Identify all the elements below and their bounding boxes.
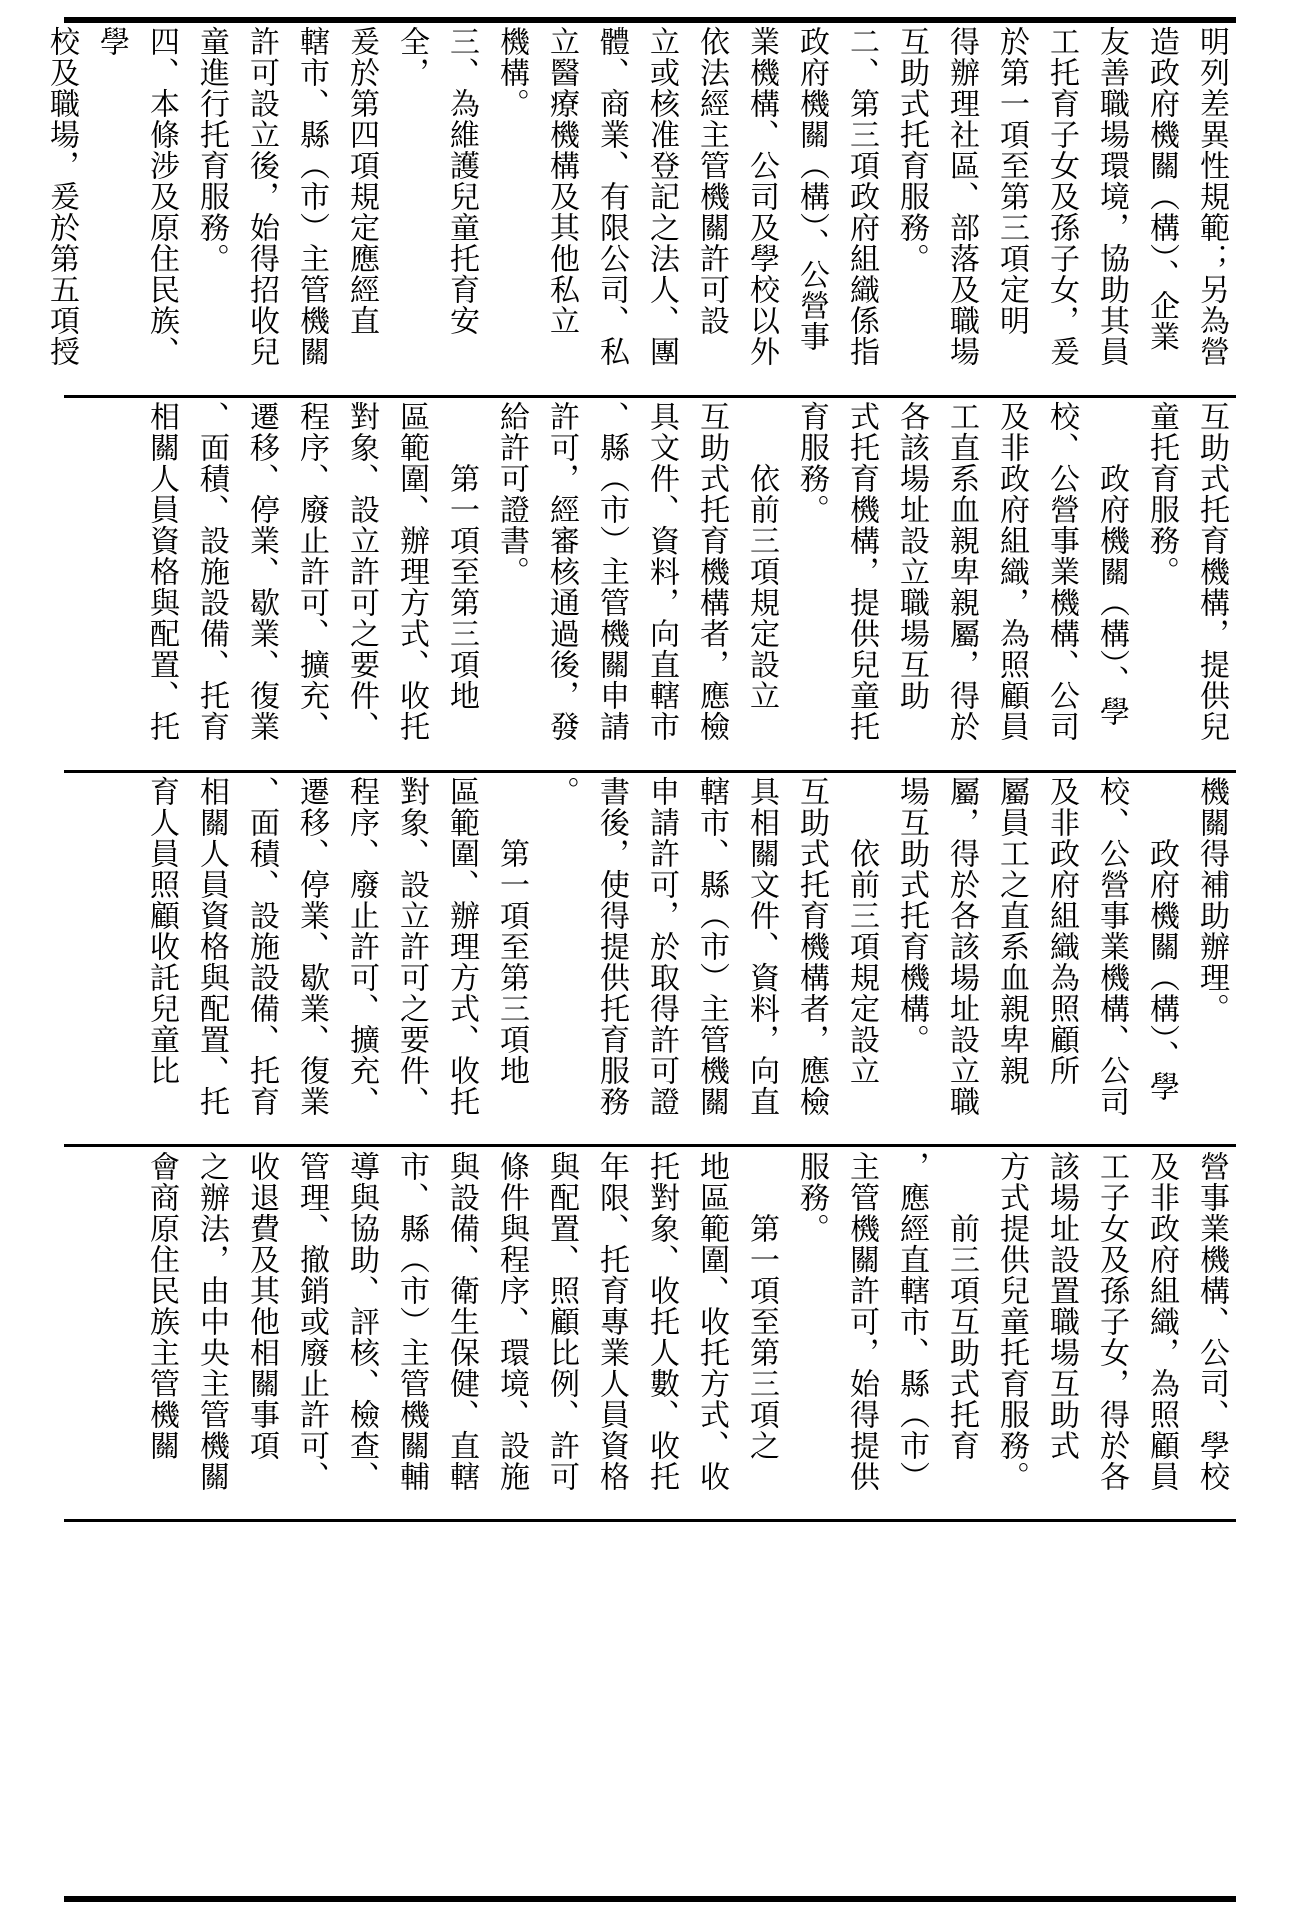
text-line: 管理、撤銷或廢止許可、 bbox=[294, 1151, 329, 1492]
text-line: 政府機關（構）、公營事 bbox=[794, 26, 829, 352]
text-line: 導與協助、評核、檢查、 bbox=[344, 1151, 379, 1492]
text-line: 第一項至第三項地 bbox=[494, 776, 529, 1086]
text-line: 地區範圍、收托方式、收 bbox=[694, 1151, 729, 1492]
text-line: 造政府機關（構）、企業 bbox=[1144, 26, 1179, 352]
band-2-text bbox=[136, 401, 1236, 742]
text-line: 具文件、資料，向直轄市 bbox=[644, 401, 679, 742]
text-line: 爰於第四項規定應經直 bbox=[344, 26, 379, 336]
text-line: 市、縣（市）主管機關輔 bbox=[394, 1151, 429, 1492]
text-line: 。 bbox=[544, 776, 579, 807]
text-line: 及非政府組織，為照顧員 bbox=[994, 401, 1029, 742]
text-line: 方式提供兒童托育服務。 bbox=[994, 1151, 1029, 1492]
text-line: 場互助式托育機構。 bbox=[894, 776, 929, 1055]
text-line: 校及職場，爰於第五項授 bbox=[44, 26, 79, 367]
text-line: 得辦理社區、部落及職場 bbox=[944, 26, 979, 367]
text-line: 互助式托育機構者，應檢 bbox=[694, 401, 729, 742]
text-line: 與配置、照顧比例、許可 bbox=[544, 1151, 579, 1492]
text-line: 明列差異性規範；另為營 bbox=[1194, 26, 1229, 367]
text-line: 機關得補助辦理。 bbox=[1194, 776, 1229, 1024]
text-line: 區範圍、辦理方式、收托 bbox=[394, 401, 429, 742]
text-band-3 bbox=[64, 776, 1236, 1142]
text-line: ，應經直轄市、縣（市） bbox=[894, 1151, 929, 1492]
text-line: 依法經主管機關許可設 bbox=[694, 26, 729, 336]
text-line: 體、商業、有限公司、私 bbox=[594, 26, 629, 367]
text-line: 屬員工之直系血親卑親 bbox=[994, 776, 1029, 1086]
text-line: 校、公營事業機構、公司 bbox=[1094, 776, 1129, 1117]
text-line: 給許可證書。 bbox=[494, 401, 529, 587]
text-line: 托對象、收托人數、收托 bbox=[644, 1151, 679, 1492]
band-separator-1 bbox=[64, 395, 1236, 398]
text-line: 收退費及其他相關事項 bbox=[244, 1151, 279, 1461]
text-line: 、縣（市）主管機關申請 bbox=[594, 401, 629, 742]
text-line: 育人員照顧收託兒童比 bbox=[144, 776, 179, 1086]
text-line: 第一項至第三項地 bbox=[444, 401, 479, 711]
text-line: 之辦法，由中央主管機關 bbox=[194, 1151, 229, 1492]
text-line: 年限、托育專業人員資格 bbox=[594, 1151, 629, 1492]
text-line: 與設備、衛生保健、直轄 bbox=[444, 1151, 479, 1492]
band-separator-3 bbox=[64, 1144, 1236, 1147]
text-line: 業機構、公司及學校以外 bbox=[744, 26, 779, 367]
text-band-2 bbox=[64, 401, 1236, 767]
text-line: 依前三項規定設立 bbox=[744, 401, 779, 711]
text-line: 工子女及孫子女，得於各 bbox=[1094, 1151, 1129, 1492]
text-line: 各該場址設立職場互助 bbox=[894, 401, 929, 711]
text-line: 童托育服務。 bbox=[1144, 401, 1179, 587]
band-4-text bbox=[136, 1151, 1236, 1492]
text-line: 式托育機構，提供兒童托 bbox=[844, 401, 879, 742]
text-line: 育服務。 bbox=[794, 401, 829, 525]
text-line: 屬，得於各該場址設立職 bbox=[944, 776, 979, 1117]
text-line: 校、公營事業機構、公司 bbox=[1044, 401, 1079, 742]
text-line: 前三項互助式托育 bbox=[944, 1151, 979, 1461]
text-line: 轄市、縣（市）主管機關 bbox=[294, 26, 329, 367]
text-line: 、面積、設施設備、托育 bbox=[194, 401, 229, 742]
text-line: 互助式托育服務。 bbox=[894, 26, 929, 274]
text-line: 相關人員資格與配置、托 bbox=[194, 776, 229, 1117]
text-line: 許可設立後，始得招收兒 bbox=[244, 26, 279, 367]
text-line: 相關人員資格與配置、托 bbox=[144, 401, 179, 742]
text-line: 依前三項規定設立 bbox=[844, 776, 879, 1086]
text-line: 三、為維護兒童托育安全， bbox=[394, 26, 479, 336]
text-line: 主管機關許可，始得提供 bbox=[844, 1151, 879, 1492]
text-line: 程序、廢止許可、擴充、 bbox=[294, 401, 329, 742]
text-line: 該場址設置職場互助式 bbox=[1044, 1151, 1079, 1461]
text-line: 區範圍、辦理方式、收托 bbox=[444, 776, 479, 1117]
text-line: 第一項至第三項之 bbox=[744, 1151, 779, 1461]
text-line: 程序、廢止許可、擴充、 bbox=[344, 776, 379, 1117]
text-line: 二、第三項政府組織係指 bbox=[844, 26, 879, 367]
text-line: 立醫療機構及其他私立 bbox=[544, 26, 579, 336]
band-1-text bbox=[36, 26, 1236, 392]
text-line: 友善職場環境，協助其員 bbox=[1094, 26, 1129, 367]
bottom-rule bbox=[64, 1896, 1236, 1902]
text-line: 遷移、停業、歇業、復業 bbox=[294, 776, 329, 1117]
band-separator-2 bbox=[64, 770, 1236, 773]
text-line: 申請許可，於取得許可證 bbox=[644, 776, 679, 1117]
text-line: 政府機關（構）、學 bbox=[1144, 776, 1179, 1102]
text-line: 轄市、縣（市）主管機關 bbox=[694, 776, 729, 1117]
text-line: 及非政府組織，為照顧員 bbox=[1144, 1151, 1179, 1492]
text-line: 機構。 bbox=[494, 26, 529, 119]
text-line: 會商原住民族主管機關 bbox=[144, 1151, 179, 1461]
band-separator-4 bbox=[64, 1519, 1236, 1522]
text-line: 書後，使得提供托育服務 bbox=[594, 776, 629, 1117]
top-rule bbox=[64, 17, 1236, 23]
text-band-4 bbox=[64, 1151, 1236, 1517]
text-line: 、面積、設施設備、托育 bbox=[244, 776, 279, 1117]
text-line: 條件與程序、環境、設施 bbox=[494, 1151, 529, 1492]
text-line: 對象、設立許可之要件、 bbox=[394, 776, 429, 1117]
text-line: 遷移、停業、歇業、復業 bbox=[244, 401, 279, 742]
text-line: 四、本條涉及原住民族、學 bbox=[94, 26, 179, 367]
text-line: 政府機關（構）、學 bbox=[1094, 401, 1129, 727]
text-line: 互助式托育機構者，應檢 bbox=[794, 776, 829, 1117]
text-line: 互助式托育機構，提供兒 bbox=[1194, 401, 1229, 742]
text-line: 工直系血親卑親屬，得於 bbox=[944, 401, 979, 742]
text-line: 於第一項至第三項定明 bbox=[994, 26, 1029, 336]
text-line: 對象、設立許可之要件、 bbox=[344, 401, 379, 742]
text-line: 服務。 bbox=[794, 1151, 829, 1244]
text-line: 工托育子女及孫子女，爰 bbox=[1044, 26, 1079, 367]
text-band-1 bbox=[44, 26, 1236, 392]
text-line: 童進行托育服務。 bbox=[194, 26, 229, 274]
text-line: 具相關文件、資料，向直 bbox=[744, 776, 779, 1117]
text-line: 營事業機構、公司、學校 bbox=[1194, 1151, 1229, 1492]
text-line: 立或核准登記之法人、團 bbox=[644, 26, 679, 367]
text-line: 許可，經審核通過後，發 bbox=[544, 401, 579, 742]
band-3-text bbox=[136, 776, 1236, 1117]
text-line: 及非政府組織為照顧所 bbox=[1044, 776, 1079, 1086]
